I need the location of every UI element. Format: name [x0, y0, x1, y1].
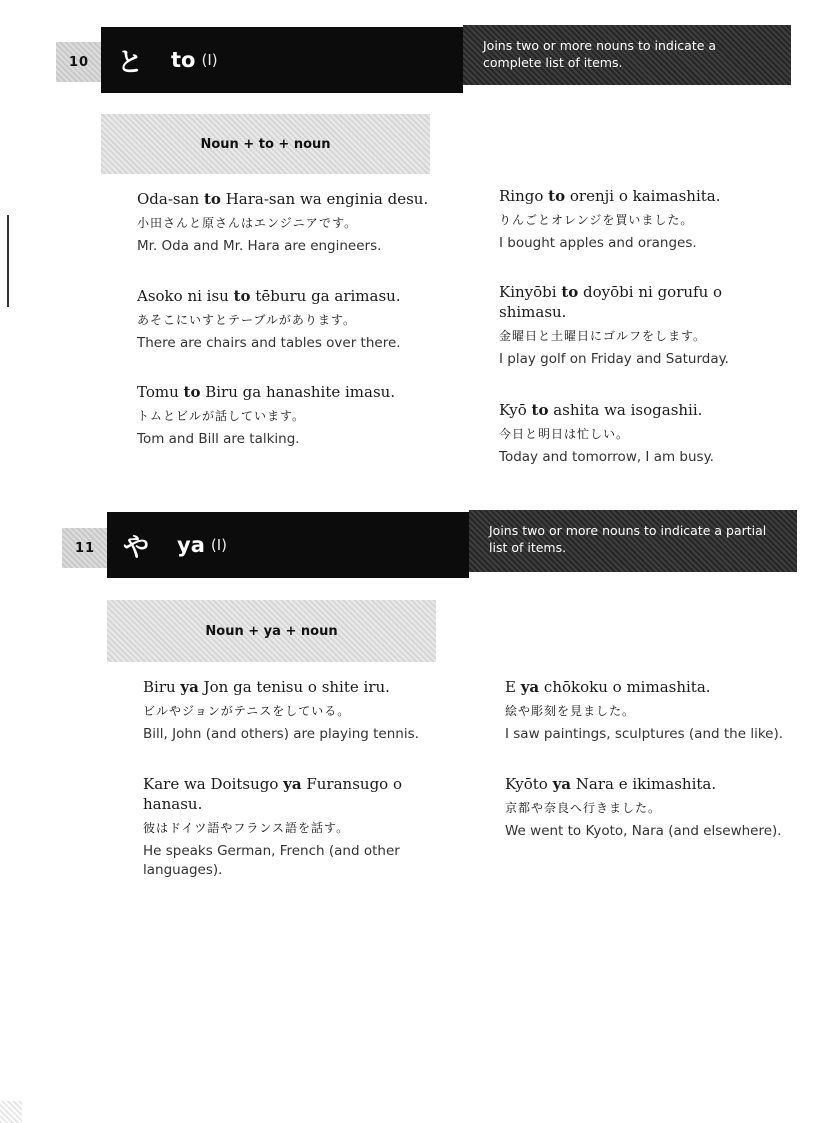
section-header	[107, 512, 469, 578]
example	[137, 286, 437, 353]
example-english: I bought apples and oranges.	[499, 235, 697, 251]
example-romaji: Biru ya Jon ga tenisu o shite iru.	[143, 678, 390, 696]
example	[499, 400, 754, 467]
example-english: Bill, John (and others) are playing tennis.	[143, 726, 419, 742]
example-english: Today and tomorrow, I am busy.	[499, 449, 714, 465]
particle-marker: (I)	[201, 51, 218, 69]
particle-description: Joins two or more nouns to indicate a partial list of items.	[469, 510, 797, 572]
example	[499, 282, 754, 369]
example-japanese: 京都や奈良へ行きました。	[505, 801, 662, 815]
example-english: There are chairs and tables over there.	[137, 335, 401, 351]
section-number: 11	[62, 528, 108, 568]
example-romaji: Kyō to ashita wa isogashii.	[499, 401, 703, 419]
example-japanese: 絵や彫刻を見ました。	[505, 704, 636, 718]
example-japanese: りんごとオレンジを買いました。	[499, 213, 694, 227]
example	[143, 677, 433, 744]
example-english: I saw paintings, sculptures (and the like).	[505, 726, 784, 742]
particle-romaji: to	[171, 48, 196, 72]
example-english: Mr. Oda and Mr. Hara are engineers.	[137, 238, 382, 254]
example	[499, 186, 754, 253]
pattern-box: Noun + to + noun	[101, 114, 430, 174]
particle-kana: や	[123, 532, 150, 563]
example-romaji: Kare wa Doitsugo ya Furansugo o hanasu.	[143, 775, 402, 813]
particle-kana: と	[117, 47, 144, 78]
example-japanese: 小田さんと原さんはエンジニアです。	[137, 216, 358, 230]
example	[505, 774, 810, 841]
example-romaji: Ringo to orenji o kaimashita.	[499, 187, 721, 205]
example-english: He speaks German, French (and other languages).	[143, 843, 400, 878]
example-romaji: Oda-san to Hara-san wa enginia desu.	[137, 190, 429, 208]
section-number: 10	[56, 42, 102, 82]
example-japanese: あそこにいすとテーブルがあります。	[137, 313, 356, 327]
example	[137, 189, 437, 256]
example-english: Tom and Bill are talking.	[137, 431, 300, 447]
example	[143, 774, 433, 880]
example-japanese: 今日と明日は忙しい。	[499, 427, 630, 441]
example	[505, 677, 810, 744]
example-romaji: Kinyōbi to doyōbi ni gorufu o shimasu.	[499, 283, 723, 321]
example-romaji: Asoko ni isu to tēburu ga arimasu.	[137, 287, 401, 305]
example-romaji: Kyōto ya Nara e ikimashita.	[505, 775, 717, 793]
example-english: I play golf on Friday and Saturday.	[499, 351, 729, 367]
margin-rule	[7, 215, 9, 307]
particle-romaji: ya	[177, 533, 205, 557]
particle-description: Joins two or more nouns to indicate a complete list of items.	[463, 25, 791, 85]
example-romaji: E ya chōkoku o mimashita.	[505, 678, 711, 696]
example	[137, 382, 437, 449]
example-romaji: Tomu to Biru ga hanashite imasu.	[137, 383, 396, 401]
example-japanese: ビルやジョンがテニスをしている。	[143, 704, 351, 718]
example-english: We went to Kyoto, Nara (and elsewhere).	[505, 823, 782, 839]
pattern-box: Noun + ya + noun	[107, 600, 436, 662]
section-header	[101, 27, 463, 93]
example-japanese: 金曜日と土曜日にゴルフをします。	[499, 329, 707, 343]
example-japanese: トムとビルが話しています。	[137, 409, 306, 423]
particle-marker: (I)	[210, 536, 228, 554]
example-japanese: 彼はドイツ語やフランス語を話す。	[143, 821, 350, 835]
scan-corner-mark	[0, 1101, 22, 1123]
